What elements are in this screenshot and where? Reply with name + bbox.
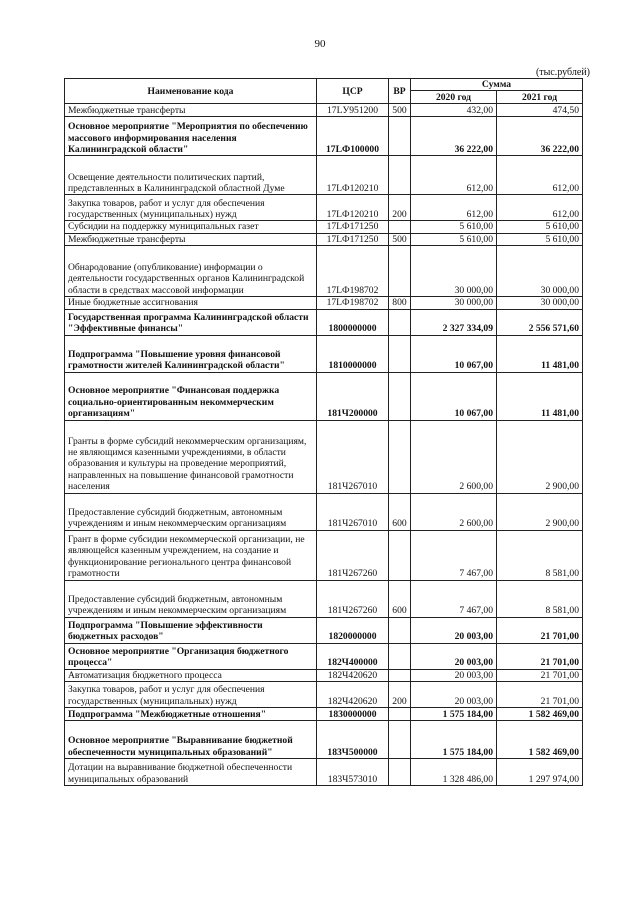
row-csr: 17LФ171250 xyxy=(317,221,389,233)
row-name: Подпрограмма "Повышение уровня финансовой грамотности жителей Калининградской области" xyxy=(65,335,317,372)
row-sum-2020: 30 000,00 xyxy=(411,297,497,309)
row-csr: 17LФ120210 xyxy=(317,195,389,221)
row-csr: 181Ч267260 xyxy=(317,580,389,617)
row-csr: 1830000000 xyxy=(317,708,389,721)
header-sum: Сумма xyxy=(411,79,583,91)
row-vr: 600 xyxy=(389,580,411,617)
row-sum-2020: 5 610,00 xyxy=(411,233,497,245)
row-csr: 1820000000 xyxy=(317,617,389,643)
row-vr xyxy=(389,246,411,297)
row-csr: 17LФ198702 xyxy=(317,297,389,309)
row-sum-2020: 1 575 184,00 xyxy=(411,721,497,759)
table-row xyxy=(65,372,583,420)
row-sum-2020: 1 575 184,00 xyxy=(411,708,497,721)
row-vr xyxy=(389,530,411,580)
row-sum-2021: 5 610,00 xyxy=(497,233,583,245)
row-csr: 17LУ951200 xyxy=(317,104,389,117)
row-sum-2020: 20 003,00 xyxy=(411,669,497,681)
row-vr xyxy=(389,221,411,233)
table-row xyxy=(65,221,583,233)
row-vr: 200 xyxy=(389,195,411,221)
row-sum-2020: 1 328 486,00 xyxy=(411,759,497,786)
row-csr: 17LФ198702 xyxy=(317,246,389,297)
row-sum-2021: 11 481,00 xyxy=(497,335,583,372)
row-sum-2021: 1 297 974,00 xyxy=(497,759,583,786)
row-name: Основное мероприятие "Мероприятия по обеспечению массового информирования населения Калининградской области" xyxy=(65,117,317,156)
header-year-2020: 2020 год xyxy=(411,91,497,104)
row-sum-2021: 21 701,00 xyxy=(497,617,583,643)
row-vr xyxy=(389,759,411,786)
row-sum-2020: 30 000,00 xyxy=(411,246,497,297)
header-name: Наименование кода xyxy=(65,79,317,104)
row-csr: 182Ч400000 xyxy=(317,643,389,669)
row-vr xyxy=(389,335,411,372)
table-row xyxy=(65,117,583,156)
row-sum-2021: 2 900,00 xyxy=(497,493,583,530)
row-name: Автоматизация бюджетного процесса xyxy=(65,669,317,681)
row-name: Освещение деятельности политических партий, представленных в Калининградской областной Думе xyxy=(65,156,317,195)
table-row xyxy=(65,580,583,617)
table-row xyxy=(65,530,583,580)
table-row xyxy=(65,721,583,759)
row-sum-2020: 2 327 334,09 xyxy=(411,309,497,335)
table-row xyxy=(65,195,583,221)
row-vr xyxy=(389,643,411,669)
table-row xyxy=(65,233,583,245)
row-sum-2020: 20 003,00 xyxy=(411,643,497,669)
row-vr xyxy=(389,156,411,195)
row-sum-2021: 8 581,00 xyxy=(497,530,583,580)
row-csr: 17LФ100000 xyxy=(317,117,389,156)
row-name: Подпрограмма "Повышение эффективности бюджетных расходов" xyxy=(65,617,317,643)
row-name: Основное мероприятие "Выравнивание бюджетной обеспеченности муниципальных образований" xyxy=(65,721,317,759)
row-sum-2021: 36 222,00 xyxy=(497,117,583,156)
row-csr: 17LФ120210 xyxy=(317,156,389,195)
table-row xyxy=(65,682,583,708)
row-name: Основное мероприятие "Организация бюджетного процесса" xyxy=(65,643,317,669)
budget-table xyxy=(64,78,583,786)
row-name: Основное мероприятие "Финансовая поддержка социально-ориентированным некоммерческим организациям" xyxy=(65,372,317,420)
row-name: Грант в форме субсидии некоммерческой организации, не являющейся казенным учреждением, на создание и функционирование регионального центра финансовой грамотности xyxy=(65,530,317,580)
row-vr: 600 xyxy=(389,493,411,530)
row-sum-2020: 20 003,00 xyxy=(411,682,497,708)
row-vr xyxy=(389,721,411,759)
row-sum-2021: 8 581,00 xyxy=(497,580,583,617)
row-name: Субсидии на поддержку муниципальных газет xyxy=(65,221,317,233)
row-sum-2020: 7 467,00 xyxy=(411,580,497,617)
table-row xyxy=(65,643,583,669)
row-sum-2021: 5 610,00 xyxy=(497,221,583,233)
table-row xyxy=(65,156,583,195)
row-vr: 500 xyxy=(389,104,411,117)
row-csr: 1800000000 xyxy=(317,309,389,335)
row-vr: 500 xyxy=(389,233,411,245)
row-sum-2021: 474,50 xyxy=(497,104,583,117)
table-row xyxy=(65,708,583,721)
row-name: Межбюджетные трансферты xyxy=(65,104,317,117)
row-sum-2021: 2 556 571,60 xyxy=(497,309,583,335)
table-row xyxy=(65,617,583,643)
row-sum-2021: 30 000,00 xyxy=(497,246,583,297)
row-csr: 181Ч267010 xyxy=(317,493,389,530)
row-csr: 181Ч267010 xyxy=(317,420,389,493)
row-csr: 182Ч420620 xyxy=(317,682,389,708)
row-sum-2021: 612,00 xyxy=(497,156,583,195)
row-sum-2020: 36 222,00 xyxy=(411,117,497,156)
row-sum-2021: 11 481,00 xyxy=(497,372,583,420)
row-csr: 182Ч420620 xyxy=(317,669,389,681)
header-csr: ЦСР xyxy=(317,79,389,104)
row-csr: 17LФ171250 xyxy=(317,233,389,245)
row-name: Гранты в форме субсидий некоммерческим организациям, не являющимся казенными учреждениями, в области образования и культуры на проведение мероприятий, направленных на повышение финансовой грамотности населения xyxy=(65,420,317,493)
row-sum-2020: 5 610,00 xyxy=(411,221,497,233)
row-sum-2020: 612,00 xyxy=(411,195,497,221)
row-sum-2020: 7 467,00 xyxy=(411,530,497,580)
row-csr: 183Ч573010 xyxy=(317,759,389,786)
table-row xyxy=(65,759,583,786)
row-vr xyxy=(389,617,411,643)
row-name: Государственная программа Калининградской области "Эффективные финансы" xyxy=(65,309,317,335)
row-vr xyxy=(389,309,411,335)
row-name: Предоставление субсидий бюджетным, автономным учреждениям и иным некоммерческим организациям xyxy=(65,580,317,617)
row-vr xyxy=(389,372,411,420)
row-sum-2020: 10 067,00 xyxy=(411,372,497,420)
row-vr xyxy=(389,708,411,721)
row-sum-2020: 10 067,00 xyxy=(411,335,497,372)
row-name: Межбюджетные трансферты xyxy=(65,233,317,245)
table-row xyxy=(65,420,583,493)
header-vr: ВР xyxy=(389,79,411,104)
row-csr: 183Ч500000 xyxy=(317,721,389,759)
row-name: Иные бюджетные ассигнования xyxy=(65,297,317,309)
table-row xyxy=(65,309,583,335)
table-row xyxy=(65,297,583,309)
row-csr: 1810000000 xyxy=(317,335,389,372)
table-row xyxy=(65,246,583,297)
row-name: Дотации на выравнивание бюджетной обеспеченности муниципальных образований xyxy=(65,759,317,786)
row-sum-2020: 2 600,00 xyxy=(411,420,497,493)
row-sum-2021: 21 701,00 xyxy=(497,682,583,708)
row-csr: 181Ч200000 xyxy=(317,372,389,420)
row-name: Закупка товаров, работ и услуг для обеспечения государственных (муниципальных) нужд xyxy=(65,195,317,221)
table-row xyxy=(65,669,583,681)
units-label: (тыс.рублей) xyxy=(535,67,590,78)
row-csr: 181Ч267260 xyxy=(317,530,389,580)
row-sum-2020: 612,00 xyxy=(411,156,497,195)
row-vr xyxy=(389,420,411,493)
row-sum-2021: 21 701,00 xyxy=(497,669,583,681)
row-name: Подпрограмма "Межбюджетные отношения" xyxy=(65,708,317,721)
row-sum-2020: 20 003,00 xyxy=(411,617,497,643)
row-sum-2021: 612,00 xyxy=(497,195,583,221)
row-sum-2021: 1 582 469,00 xyxy=(497,721,583,759)
table-row xyxy=(65,104,583,117)
row-sum-2021: 1 582 469,00 xyxy=(497,708,583,721)
row-sum-2021: 21 701,00 xyxy=(497,643,583,669)
row-sum-2021: 2 900,00 xyxy=(497,420,583,493)
row-sum-2020: 2 600,00 xyxy=(411,493,497,530)
table-row xyxy=(65,493,583,530)
page-number: 90 xyxy=(314,38,326,50)
table-row xyxy=(65,335,583,372)
row-sum-2020: 432,00 xyxy=(411,104,497,117)
row-name: Закупка товаров, работ и услуг для обеспечения государственных (муниципальных) нужд xyxy=(65,682,317,708)
row-vr: 200 xyxy=(389,682,411,708)
row-vr xyxy=(389,117,411,156)
row-vr xyxy=(389,669,411,681)
row-name: Обнародование (опубликование) информации о деятельности государственных органов Калининградской области в средствах массовой информации xyxy=(65,246,317,297)
header-year-2021: 2021 год xyxy=(497,91,583,104)
row-sum-2021: 30 000,00 xyxy=(497,297,583,309)
row-name: Предоставление субсидий бюджетным, автономным учреждениям и иным некоммерческим организациям xyxy=(65,493,317,530)
table-body xyxy=(65,104,583,786)
row-vr: 800 xyxy=(389,297,411,309)
